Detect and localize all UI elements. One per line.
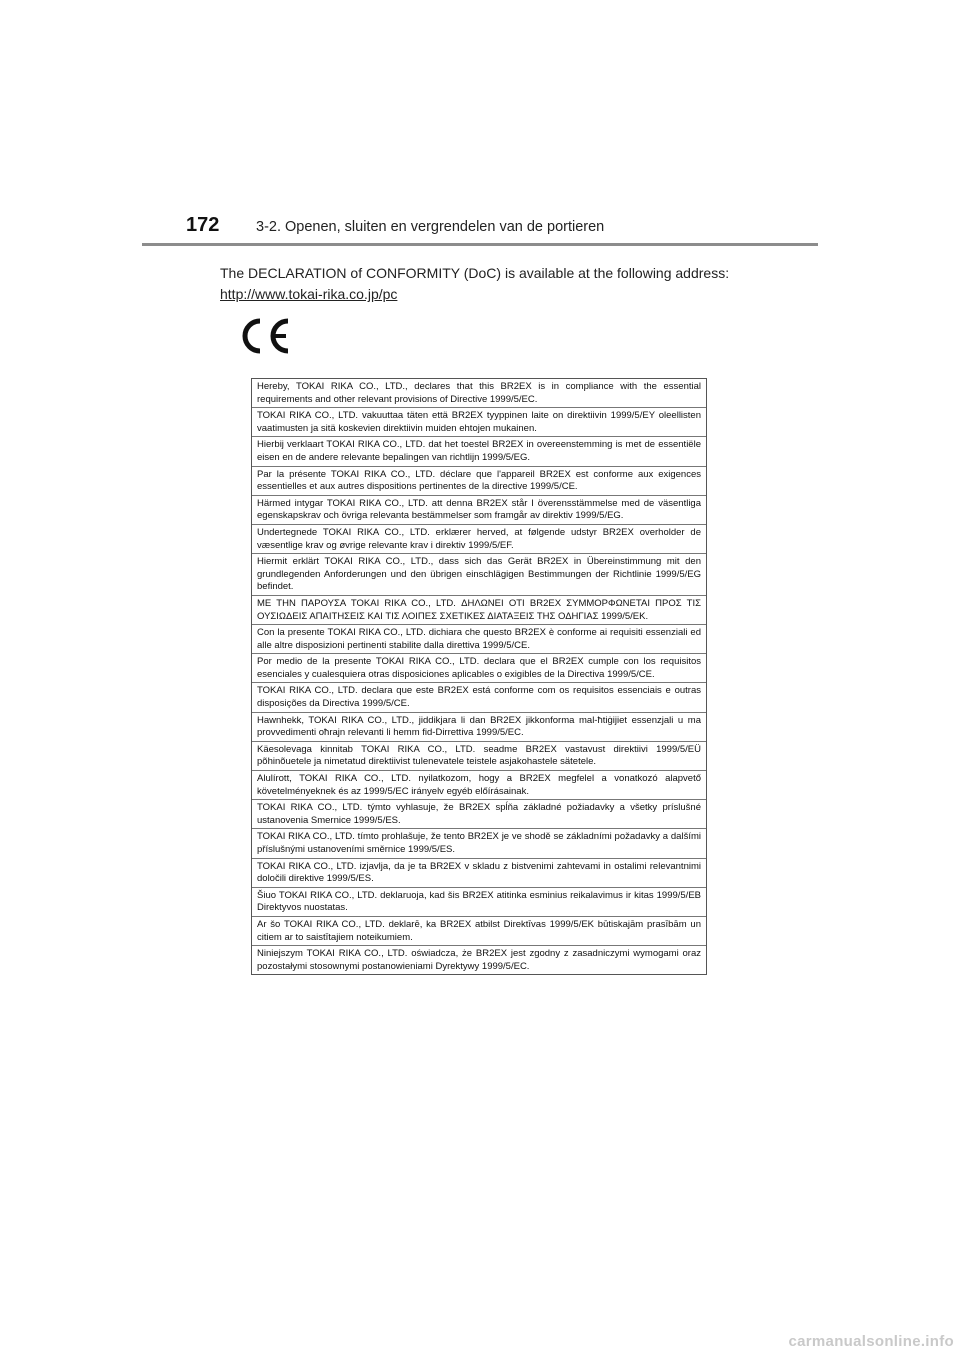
declaration-cell: Niniejszym TOKAI RIKA CO., LTD. oświadcza, że BR2EX jest zgodny z zasadniczymi wymogami oraz pozostałymi stosownymi postanowieniami Dyrektywy 1999/5/EC. — [257, 948, 701, 972]
doc-intro-text: The DECLARATION of CONFORMITY (DoC) is available at the following address: — [220, 265, 730, 281]
declaration-cell: Por medio de la presente TOKAI RIKA CO., LTD. declara que el BR2EX cumple con los requisitos esenciales y cualesquiera otras disposiciones aplicables o exigibles de la Directiva 1999/5/CE. — [252, 654, 706, 683]
declaration-cell: Con la presente TOKAI RIKA CO., LTD. dichiara che questo BR2EX è conforme ai requisiti essenziali ed alle altre disposizioni pertinenti stabilite dalla direttiva 1999/5/CE. — [252, 625, 706, 654]
ce-mark-icon — [236, 316, 292, 356]
section-title: 3-2. Openen, sluiten en vergrendelen van de portieren — [256, 219, 605, 235]
declaration-cell: TOKAI RIKA CO., LTD. týmto vyhlasuje, že BR2EX spĺňa základné požiadavky a všetky príslušné ustanovenia Smernice 1999/5/ES. — [252, 800, 706, 829]
declaration-cell: ΜΕ ΤΗΝ ΠΑΡΟΥΣΑ TOKAI RIKA CO., LTD. ΔΗΛΩΝΕΙ ΟΤΙ BR2EX ΣΥΜΜΟΡΦΩΝΕΤΑΙ ΠΡΟΣ ΤΙΣ ΟΥΣΙΩΔΕΙΣ ΑΠΑΙΤΗΣΕΙΣ ΚΑΙ ΤΙΣ ΛΟΙΠΕΣ ΣΧΕΤΙΚΕΣ ΔΙΑΤΑΞΕΙΣ ΤΗΣ ΟΔΗΓΙΑΣ 1999/5/ΕΚ. — [252, 596, 706, 625]
declaration-cell: Hierbij verklaart TOKAI RIKA CO., LTD. dat het toestel BR2EX in overeenstemming is met de essentiële eisen en de andere relevante bepalingen van richtlijn 1999/5/EG. — [252, 437, 706, 466]
declaration-cell: TOKAI RIKA CO., LTD. tímto prohlašuje, že tento BR2EX je ve shodě se základními požadavky a dalšími příslušnými ustanoveními směrnice 1999/5/ES. — [252, 829, 706, 858]
declaration-cell: TOKAI RIKA CO., LTD. izjavlja, da je ta BR2EX v skladu z bistvenimi zahtevami in ostalimi relevantnimi določili direktive 1999/5/ES. — [252, 859, 706, 888]
declaration-cell: TOKAI RIKA CO., LTD. declara que este BR2EX está conforme com os requisitos essenciais e outras disposições da Directiva 1999/5/CE. — [252, 683, 706, 712]
footer-watermark: carmanualsonline.info — [788, 1333, 954, 1350]
header-divider — [142, 243, 818, 246]
declaration-cell: Ar šo TOKAI RIKA CO., LTD. deklarē, ka BR2EX atbilst Direktīvas 1999/5/EK būtiskajām prasībām un citiem ar to saistītajiem noteikumiem. — [252, 917, 706, 946]
declaration-cell: Šiuo TOKAI RIKA CO., LTD. deklaruoja, kad šis BR2EX atitinka esminius reikalavimus ir kitas 1999/5/EB Direktyvos nuostatas. — [252, 888, 706, 917]
declaration-cell: Undertegnede TOKAI RIKA CO., LTD. erklærer herved, at følgende udstyr BR2EX overholder de væsentlige krav og øvrige relevante krav i direktiv 1999/5/EF. — [252, 525, 706, 554]
doc-url-link[interactable]: http://www.tokai-rika.co.jp/pc — [220, 286, 398, 302]
declaration-cell: Käesolevaga kinnitab TOKAI RIKA CO., LTD. seadme BR2EX vastavust direktiivi 1999/5/EÜ põhinõuetele ja nimetatud direktiivist tulenevatele teistele asjakohastele sätetele. — [252, 742, 706, 771]
declaration-cell: TOKAI RIKA CO., LTD. vakuuttaa täten että BR2EX tyyppinen laite on direktiivin 1999/5/EY oleellisten vaatimusten ja sitä koskevien direktiivin muiden ehtojen mukainen. — [252, 408, 706, 437]
declaration-cell: Alulírott, TOKAI RIKA CO., LTD. nyilatkozom, hogy a BR2EX megfelel a vonatkozó alapvető követelményeknek és az 1999/5/EC irányelv egyéb előírásainak. — [252, 771, 706, 800]
declaration-cell: Hawnhekk, TOKAI RIKA CO., LTD., jiddikjara li dan BR2EX jikkonforma mal-ħtiġijiet essenzjali u ma provvedimenti oħrajn relevanti li hemm fid-Dirrettiva 1999/5/EC. — [252, 713, 706, 742]
page-number: 172 — [186, 214, 220, 236]
declarations-table — [251, 378, 707, 975]
declaration-cell: Härmed intygar TOKAI RIKA CO., LTD. att denna BR2EX står I överensstämmelse med de väsentliga egenskapskrav och övriga relevanta bestämmelser som framgår av direktiv 1999/5/EG. — [252, 496, 706, 525]
doc-intro — [220, 263, 760, 305]
declaration-cell: Hereby, TOKAI RIKA CO., LTD., declares that this BR2EX is in compliance with the essential requirements and other relevant provisions of Directive 1999/5/EC. — [252, 379, 706, 408]
declaration-cell: Hiermit erklärt TOKAI RIKA CO., LTD., dass sich das Gerät BR2EX in Übereinstimmung mit den grundlegenden Anforderungen und den übrigen einschlägigen Bestimmungen der Richtlinie 1999/5/EG befindet. — [252, 554, 706, 596]
declaration-cell: Par la présente TOKAI RIKA CO., LTD. déclare que l'appareil BR2EX est conforme aux exigences essentielles et aux autres dispositions pertinentes de la directive 1999/5/CE. — [252, 467, 706, 496]
